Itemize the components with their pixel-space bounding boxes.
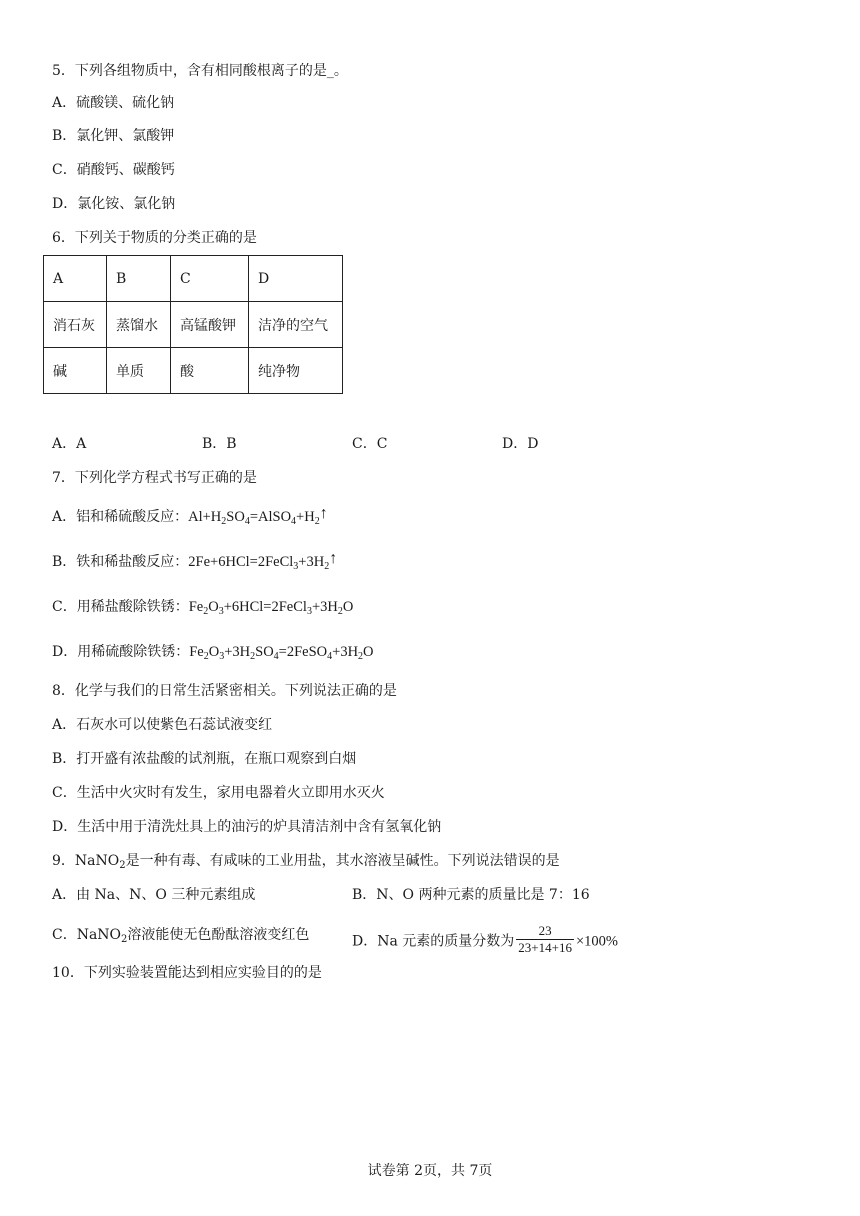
table-cell: C xyxy=(171,256,249,302)
table-cell: 纯净物 xyxy=(249,348,343,394)
q6-stem: 6．下列关于物质的分类正确的是 xyxy=(52,230,257,246)
chemical-equation: $2Fe+6HCl=2FeCl_3+3H_2↑$ xyxy=(188,550,338,572)
up-arrow-icon: ↑ xyxy=(319,505,328,522)
table-cell: D xyxy=(249,256,343,302)
q7-stem: 7．下列化学方程式书写正确的是 xyxy=(52,470,257,486)
option-label: D．用稀硫酸除铁锈： xyxy=(52,644,190,660)
table-cell: 碱 xyxy=(44,348,107,394)
q7-option-d xyxy=(52,642,374,662)
option-label: A．铝和稀硫酸反应： xyxy=(52,509,189,525)
q5-option-d: D．氯化铵、氯化钠 xyxy=(52,196,176,212)
fraction-denominator: 23+14+16 xyxy=(518,940,572,955)
q6-option-b: B．B xyxy=(202,436,237,452)
table-cell: 高锰酸钾 xyxy=(171,302,249,348)
q8-stem: 8．化学与我们的日常生活紧密相关。下列说法正确的是 xyxy=(52,683,397,699)
mass-fraction xyxy=(516,923,574,956)
table-row xyxy=(44,348,343,394)
q7-option-a xyxy=(52,507,328,527)
q7-option-c xyxy=(52,597,353,617)
table-cell: B xyxy=(107,256,171,302)
table-cell: 酸 xyxy=(171,348,249,394)
classification-table xyxy=(43,255,343,394)
q10-stem: 10．下列实验装置能达到相应实验目的的是 xyxy=(52,965,322,981)
up-arrow-icon: ↑ xyxy=(329,550,338,567)
q5-option-a: A．硫酸镁、硫化钠 xyxy=(52,95,175,111)
table-cell: 单质 xyxy=(107,348,171,394)
table-cell: 洁净的空气 xyxy=(249,302,343,348)
page-footer: 试卷第 2页，共 7页 xyxy=(367,1163,493,1179)
table-row xyxy=(44,302,343,348)
chemical-equation: $Fe_2O_3+3H_2SO_4=2FeSO_4+3H_2O$ xyxy=(189,644,374,662)
q6-option-d: D．D xyxy=(502,436,539,452)
q6-option-c: C．C xyxy=(352,436,388,452)
q6-option-a: A．A xyxy=(52,436,87,452)
option-label: B．铁和稀盐酸反应： xyxy=(52,554,189,570)
q5-option-b: B．氯化钾、氯酸钾 xyxy=(52,128,175,144)
q9-option-b: B．N、O 两种元素的质量比是 7：16 xyxy=(352,887,590,903)
table-row xyxy=(44,256,343,302)
chemical-equation: $Al+H_2SO_4=AlSO_4+H_2↑$ xyxy=(188,505,328,527)
q7-option-b xyxy=(52,552,337,572)
chemical-equation: $Fe_2O_3+6HCl=2FeCl_3+3H_2O$ xyxy=(188,599,354,617)
table-cell: A xyxy=(44,256,107,302)
q5-option-c: C．硝酸钙、碳酸钙 xyxy=(52,162,175,178)
q8-option-b: B．打开盛有浓盐酸的试剂瓶，在瓶口观察到白烟 xyxy=(52,751,357,767)
q8-option-a: A．石灰水可以使紫色石蕊试液变红 xyxy=(52,717,273,733)
option-label: C．用稀盐酸除铁锈： xyxy=(52,599,189,615)
q8-option-d: D．生活中用于清洗灶具上的油污的炉具清洁剂中含有氢氧化钠 xyxy=(52,819,442,835)
q9-stem: 9．NaNO$_2$是一种有毒、有咸味的工业用盐，其水溶液呈碱性。下列说法错误的是 xyxy=(52,853,560,871)
fraction-numerator: 23 xyxy=(516,923,574,940)
table-cell: 蒸馏水 xyxy=(107,302,171,348)
q9-option-c: C．NaNO$_2$溶液能使无色酚酞溶液变红色 xyxy=(52,927,310,945)
q8-option-c: C．生活中火灾时有发生，家用电器着火立即用水灭火 xyxy=(52,785,385,801)
q9-option-a: A．由 Na、N、O 三种元素组成 xyxy=(52,887,256,903)
q9-option-d: D．Na 元素的质量分数为 $\frac{23}{23+14+16}$ ×100% xyxy=(352,923,618,955)
q5-stem: 5．下列各组物质中，含有相同酸根离子的是_。 xyxy=(52,63,348,79)
table-cell: 消石灰 xyxy=(44,302,107,348)
